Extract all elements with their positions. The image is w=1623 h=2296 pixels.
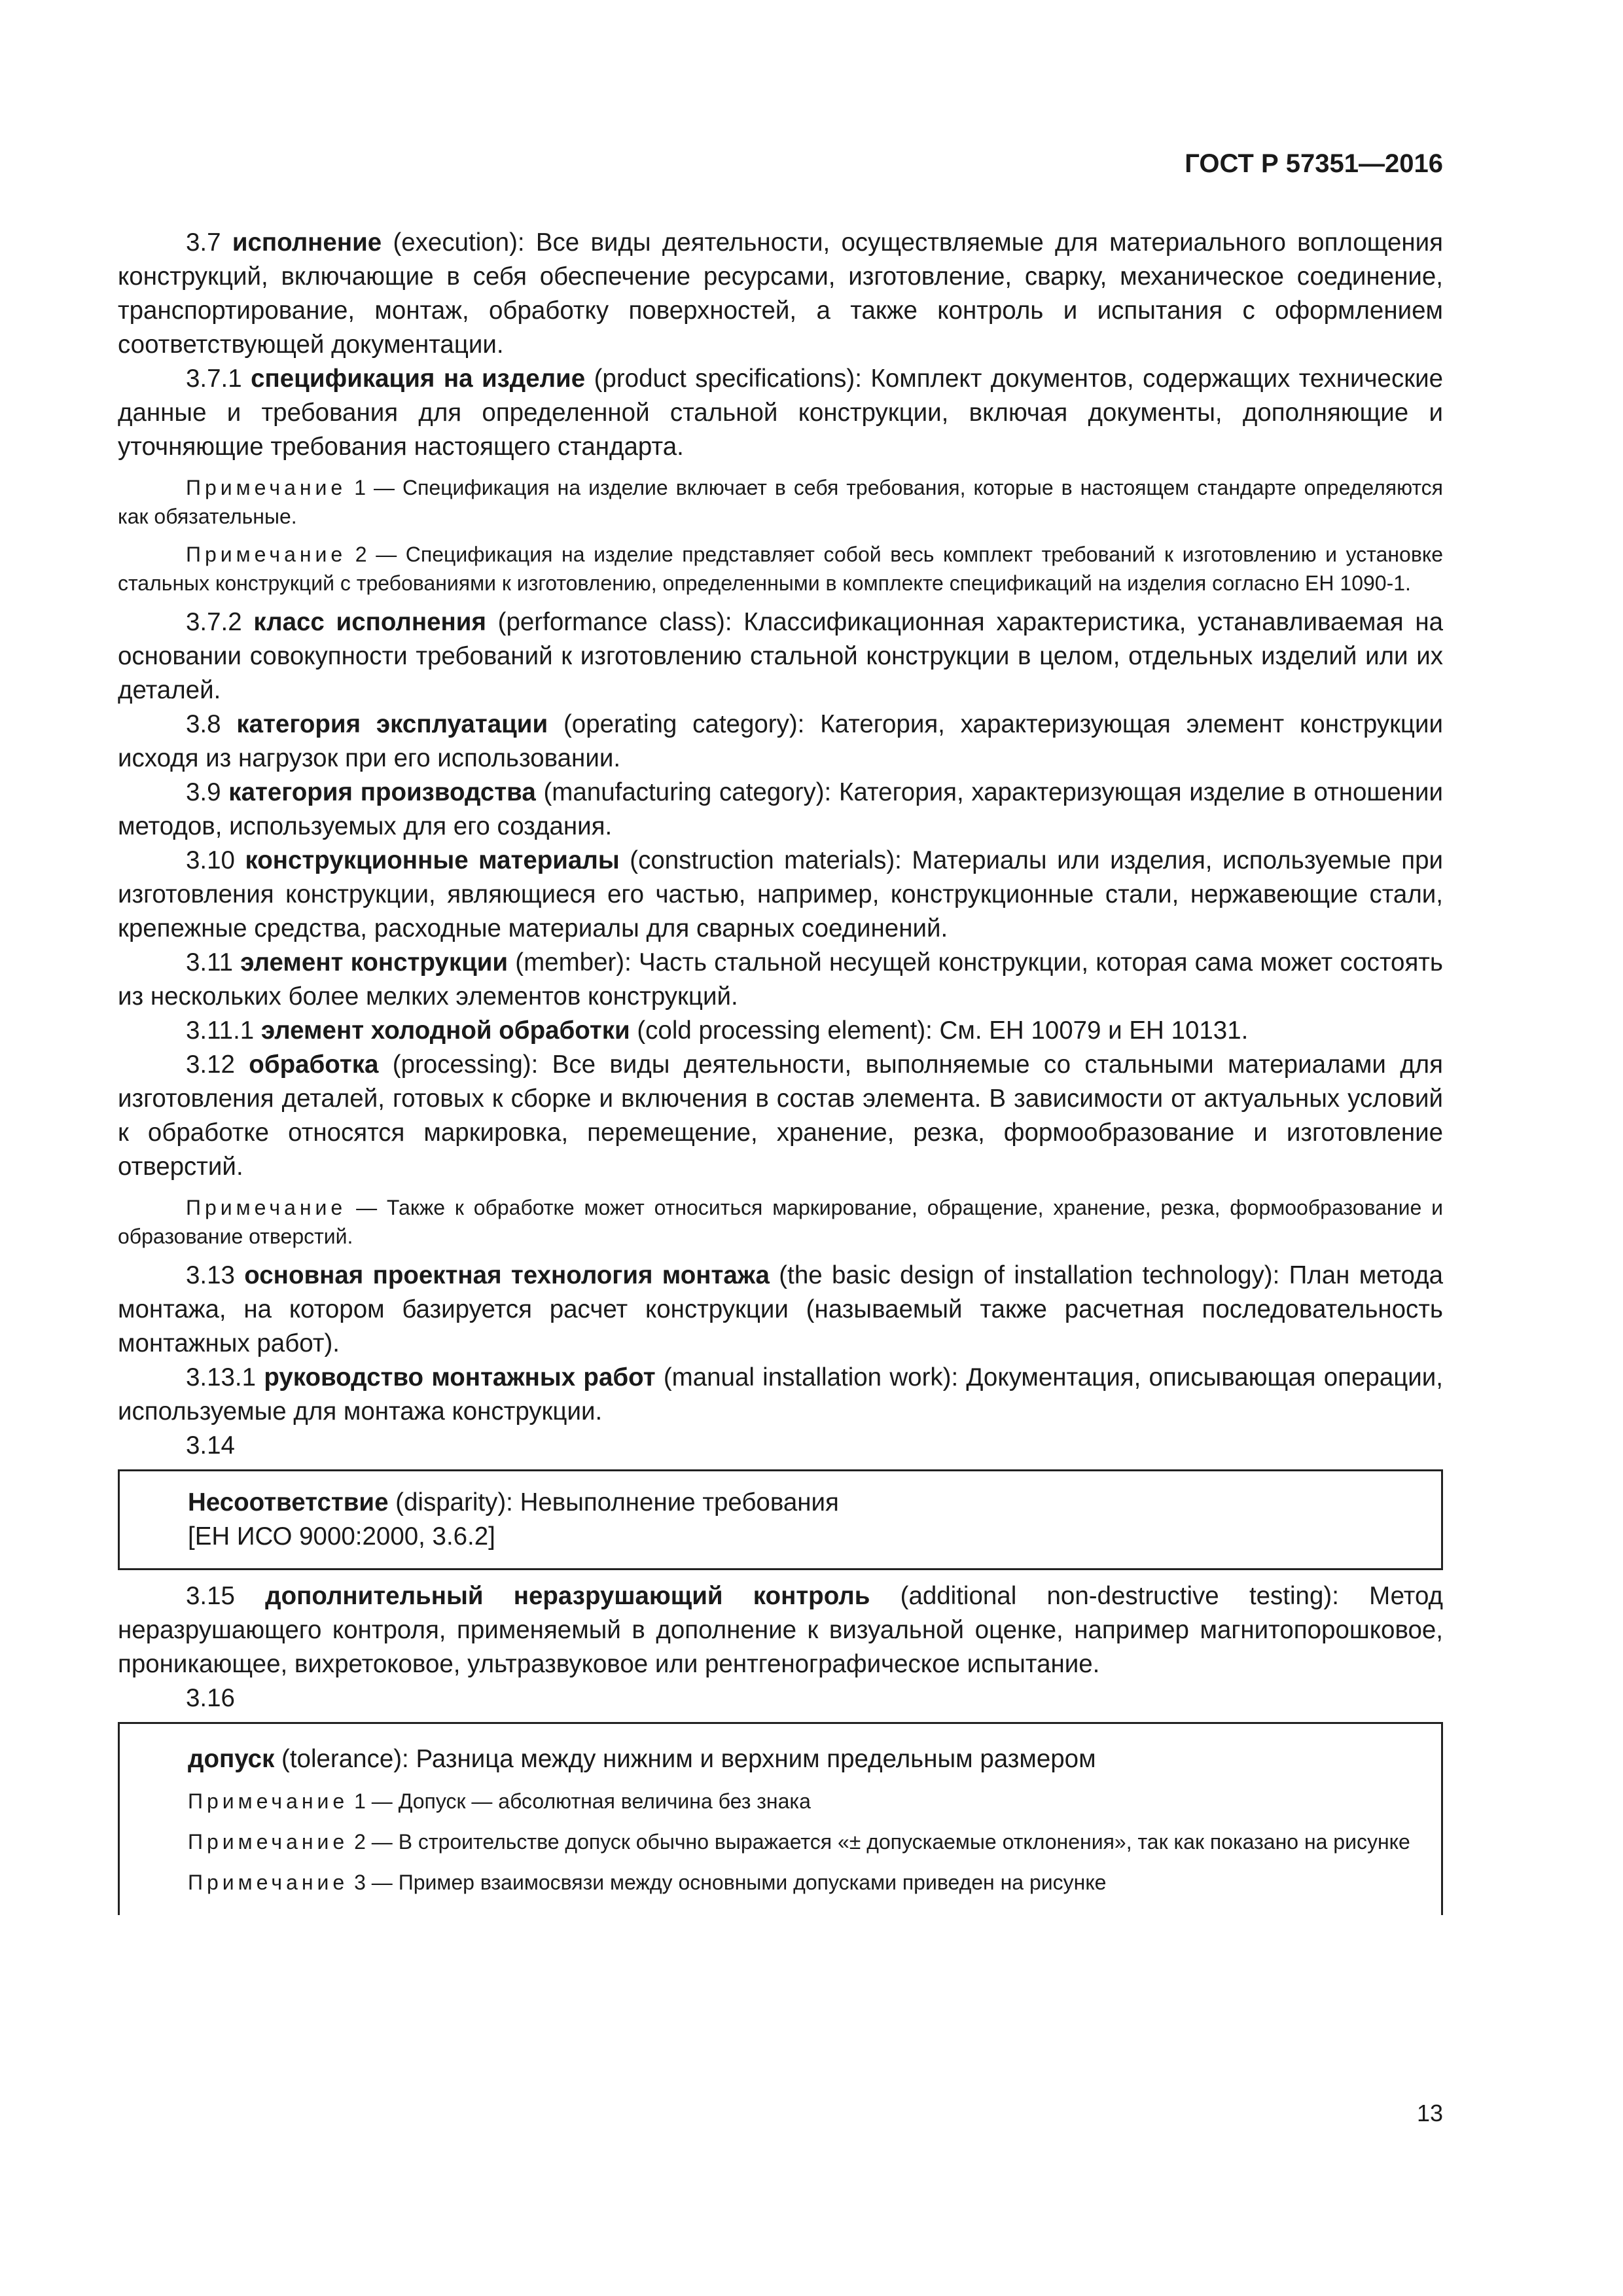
term-name: элемент конструкции: [240, 948, 508, 977]
term-3-13: 3.13 основная проектная технология монтажа (the basic design of installation technology): План метода монтажа, на котором базируется расчет конструкции (называемый также расчетная последовательность монтажных работ).: [118, 1261, 1444, 1357]
note-label: Примечание: [188, 1871, 349, 1894]
note-label: Примечание: [188, 1830, 349, 1854]
note-3-16-1: Примечание 1 — Допуск — абсолютная величина без знака: [188, 1789, 811, 1813]
term-3-7: 3.7 исполнение (execution): Все виды деятельности, осуществляемые для материального воплощения конструкций, включающие в себя обеспечение ресурсами, изготовление, сварку, механическое соединение, транспортирование, монтаж, обработку поверхностей, а также контроль и испытания с оформлением соответствующей документации.: [118, 228, 1443, 359]
term-name: Несоответствие: [188, 1488, 389, 1516]
term-name: спецификация на изделие: [251, 365, 586, 393]
term-3-16-number: 3.16: [186, 1684, 235, 1712]
term-3-10: 3.10 конструкционные материалы (construction materials): Материалы или изделия, используемые при изготовления конструкции, являющиеся его частью, например, конструкционные стали, нержавеющие стали, крепежные средства, расходные материалы для сварных соединений.: [118, 846, 1443, 942]
term-3-15: 3.15 дополнительный неразрушающий контроль (additional non-destructive testing): Метод неразрушающего контроля, применяемый в дополнение к визуальной оценке, например магнитопорошковое, проникающее, вихретоковое, ультразвуковое или рентгенографическое испытание.: [118, 1582, 1443, 1678]
note-label: Примечание: [186, 476, 347, 499]
note-label: Примечание: [186, 1196, 347, 1219]
note-3-16-2: Примечание 2 — В строительстве допуск обычно выражается «± допускаемые отклонения», так как показано на рисунке: [188, 1830, 1410, 1854]
term-3-11: 3.11 элемент конструкции (member): Часть стальной несущей конструкции, которая сама может состоять из нескольких более мелких элементов конструкций.: [118, 948, 1443, 1011]
definition-box-3-16: [118, 1722, 1443, 1915]
term-name: обработка: [249, 1050, 379, 1079]
note-3-16-3: Примечание 3 — Пример взаимосвязи между основными допусками приведен на рисунке: [188, 1871, 1107, 1894]
term-3-7-2: 3.7.2 класс исполнения (performance class): Классификационная характеристика, устанавливаемая на основании совокупности требований к изготовлению стальной конструкции в целом, отдельных изделий или их деталей.: [118, 608, 1443, 704]
term-name: категория производства: [228, 778, 536, 806]
note-3-7-1-2: Примечание 2 — Спецификация на изделие представляет собой весь комплект требований к изготовлению и установке стальных конструкций с требованиями к изготовлению, определенными в комплекте спецификаций на изделия согласно ЕН 1090-1.: [118, 543, 1443, 595]
term-name: исполнение: [232, 228, 382, 257]
term-name: руководство монтажных работ: [264, 1363, 656, 1391]
definition-reference: [ЕН ИСО 9000:2000, 3.6.2]: [188, 1522, 495, 1551]
standard-header: ГОСТ Р 57351—2016: [1185, 149, 1443, 178]
note-label: Примечание: [188, 1789, 349, 1813]
definition-box-3-14: [118, 1469, 1443, 1570]
term-3-9: 3.9 категория производства (manufacturing category): Категория, характеризующая изделие в отношении методов, используемых для его создания.: [118, 778, 1444, 840]
term-3-11-1: 3.11.1 элемент холодной обработки (cold processing element): См. ЕН 10079 и ЕН 10131.: [186, 1016, 1249, 1045]
term-3-14-number: 3.14: [186, 1431, 235, 1460]
term-name: элемент холодной обработки: [260, 1016, 630, 1045]
term-name: основная проектная технология монтажа: [244, 1261, 770, 1289]
term-name: допуск: [188, 1745, 275, 1773]
note-3-7-1-1: Примечание 1 — Спецификация на изделие включает в себя требования, которые в настоящем стандарте определяются как обязательные.: [118, 476, 1443, 528]
term-3-7-1: 3.7.1 спецификация на изделие (product specifications): Комплект документов, содержащих технические данные и требования для определенной стальной конструкции, включая документы, дополняющие и уточняющие требования настоящего стандарта.: [118, 365, 1443, 461]
note-label: Примечание: [186, 543, 347, 566]
definition-text: Несоответствие (disparity): Невыполнение требования: [188, 1488, 839, 1516]
document-body: [118, 226, 1443, 1915]
page-number: 13: [1416, 2100, 1443, 2126]
term-name: дополнительный неразрушающий контроль: [265, 1582, 870, 1610]
definition-text: допуск (tolerance): Разница между нижним и верхним предельным размером: [188, 1745, 1096, 1773]
term-name: класс исполнения: [253, 608, 486, 636]
term-3-13-1: 3.13.1 руководство монтажных работ (manual installation work): Документация, описывающая операции, используемые для монтажа конструкции.: [118, 1363, 1443, 1426]
term-3-8: 3.8 категория эксплуатации (operating category): Категория, характеризующая элемент конструкции исходя из нагрузок при его использовании.: [118, 710, 1443, 772]
term-name: категория эксплуатации: [236, 710, 548, 738]
note-3-12: Примечание — Также к обработке может относиться маркирование, обращение, хранение, резка, формообразование и образование отверстий.: [118, 1196, 1443, 1248]
term-name: конструкционные материалы: [245, 846, 620, 874]
term-3-12: 3.12 обработка (processing): Все виды деятельности, выполняемые со стальными материалами для изготовления деталей, готовых к сборке и включения в состав элемента. В зависимости от актуальных условий к обработке относятся маркировка, перемещение, хранение, резка, формообразование и изготовление отверстий.: [118, 1050, 1443, 1181]
